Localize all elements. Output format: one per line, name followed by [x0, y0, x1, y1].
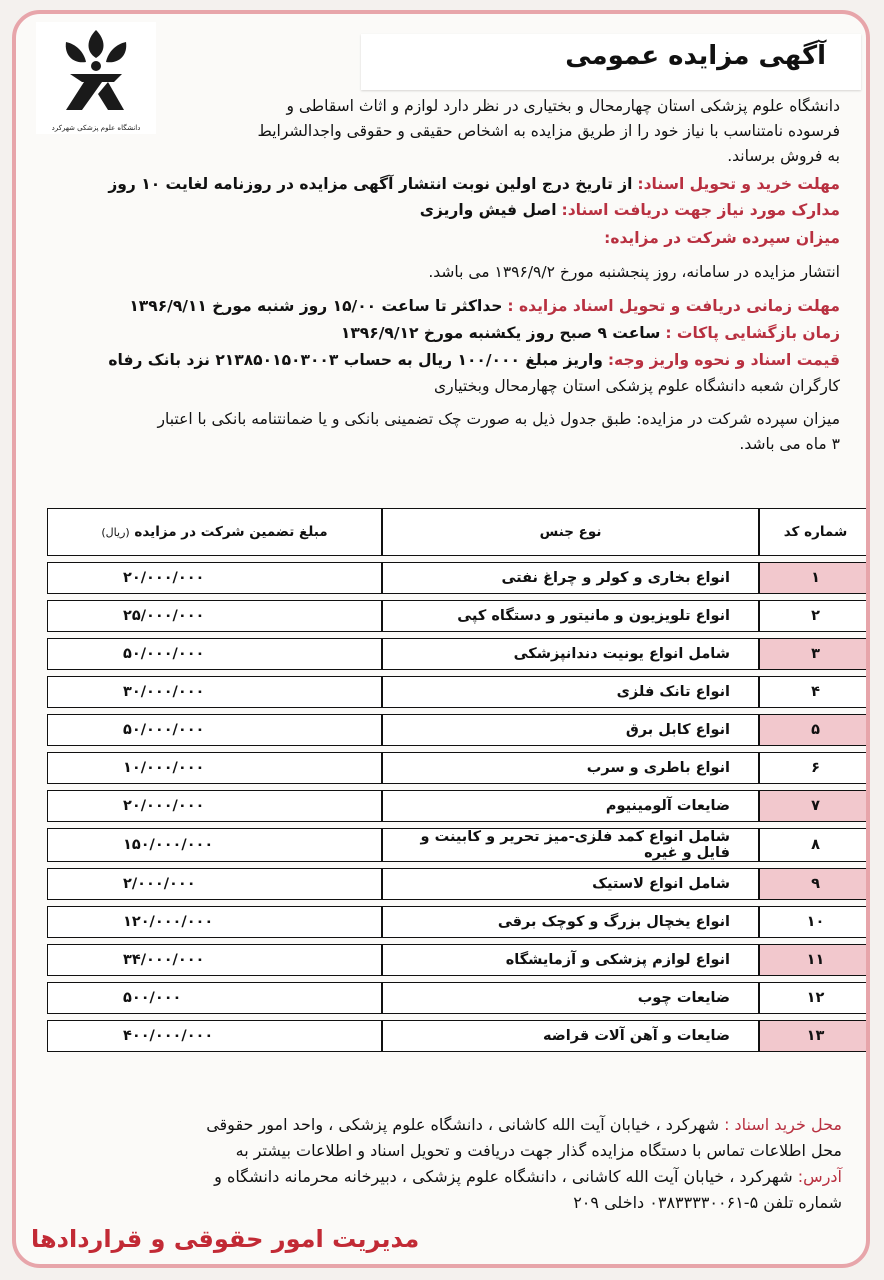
price-text-1: واریز مبلغ ۱۰۰/۰۰۰ ریال به حساب ۲۱۳۸۵۰۱۵۰۳۰۰۳ نزد بانک رفاه [108, 351, 603, 369]
phone-line: شماره تلفن ۵-۰۳۸۳۳۳۳۰۰۶۱ داخلی ۲۰۹ [573, 1193, 842, 1212]
row-amount: ۴۰۰/۰۰۰/۰۰۰ [47, 1020, 382, 1052]
row-code: ۶ [759, 752, 870, 784]
row-amount: ۵۰/۰۰۰/۰۰۰ [47, 638, 382, 670]
address-label: آدرس: [797, 1167, 842, 1186]
purchase-text: از تاریخ درج اولین نوبت انتشار آگهی مزایده در روزنامه لغایت ۱۰ روز [108, 175, 633, 193]
row-code: ۹ [759, 868, 870, 900]
row-amount: ۲۰/۰۰۰/۰۰۰ [47, 790, 382, 822]
opening-time [40, 321, 840, 346]
table-row [47, 714, 870, 746]
row-amount: ۱۵۰/۰۰۰/۰۰۰ [47, 828, 382, 862]
row-type: انواع تلویزیون و مانیتور و دستگاه کپی [382, 600, 759, 632]
row-type: انواع یخچال بزرگ و کوچک برقی [382, 906, 759, 938]
row-amount: ۵۰/۰۰۰/۰۰۰ [47, 714, 382, 746]
row-type: انواع بخاری و کولر و چراغ نفتی [382, 562, 759, 594]
header-amount-label: مبلغ تضمین شرکت در مزایده [134, 524, 328, 540]
table-row [47, 600, 870, 632]
row-code: ۱۲ [759, 982, 870, 1014]
header-code: شماره کد [759, 508, 870, 556]
row-type: شامل انواع یونیت دندانپزشکی [382, 638, 759, 670]
row-amount: ۳۰/۰۰۰/۰۰۰ [47, 676, 382, 708]
required-docs [40, 198, 840, 223]
row-code: ۱۱ [759, 944, 870, 976]
table-header-row [47, 508, 870, 556]
management-signature: مدیریت امور حقوقی و قراردادها [31, 1225, 420, 1253]
row-amount: ۱۲۰/۰۰۰/۰۰۰ [47, 906, 382, 938]
table-row [47, 828, 870, 862]
price-label: قیمت اسناد و نحوه واریز وجه: [607, 351, 840, 369]
deposit-label: میزان سپرده شرکت در مزایده: [604, 229, 840, 247]
row-code: ۱ [759, 562, 870, 594]
row-code: ۳ [759, 638, 870, 670]
row-code: ۲ [759, 600, 870, 632]
row-type: انواع کابل برق [382, 714, 759, 746]
deposit-text-1: میزان سپرده شرکت در مزایده: طبق جدول ذیل به صورت چک تضمینی بانکی و یا ضمانتنامه بانکی با اعتبار [157, 410, 840, 428]
contact-line: محل اطلاعات تماس با دستگاه مزایده گذار جهت دریافت و تحویل اسناد و اطلاعات بیشتر به [235, 1141, 842, 1160]
intro-line-1: دانشگاه علوم پزشکی استان چهارمحال و بختیاری در نظر دارد لوازم و اثاث اسقاطی و [286, 97, 840, 115]
table-row [47, 752, 870, 784]
doc-deadline [40, 294, 840, 319]
table-row [47, 790, 870, 822]
docs-label: مدارک مورد نیاز جهت دریافت اسناد: [561, 201, 840, 219]
row-type: ضایعات و آهن آلات قراضه [382, 1020, 759, 1052]
opening-label: زمان بازگشایی پاکات : [665, 324, 840, 342]
address [22, 1164, 842, 1189]
items-table [47, 502, 870, 1058]
row-code: ۴ [759, 676, 870, 708]
table-row [47, 906, 870, 938]
table-row [47, 1020, 870, 1052]
row-amount: ۲۵/۰۰۰/۰۰۰ [47, 600, 382, 632]
row-code: ۱۳ [759, 1020, 870, 1052]
opening-text: ساعت ۹ صبح روز یکشنبه مورخ ۱۳۹۶/۹/۱۲ [340, 324, 661, 342]
header-type: نوع جنس [382, 508, 759, 556]
deposit-text-2: ۳ ماه می باشد. [739, 435, 840, 453]
deposit-heading [40, 226, 840, 251]
row-amount: ۱۰/۰۰۰/۰۰۰ [47, 752, 382, 784]
table-row [47, 638, 870, 670]
row-amount: ۲۰/۰۰۰/۰۰۰ [47, 562, 382, 594]
purchase-place [22, 1112, 842, 1137]
intro-line-2: فرسوده نامتناسب با نیاز خود را از طریق مزایده به اشخاص حقیقی و حقوقی واجدالشرایط [257, 122, 840, 140]
header-amount-unit: (ریال) [101, 526, 130, 539]
row-type: شامل انواع کمد فلزی-میز تحریر و کابینت و فایل و غیره [382, 828, 759, 862]
address-text: شهرکرد ، خیابان آیت الله کاشانی ، دانشگاه علوم پزشکی ، دبیرخانه محرمانه دانشگاه و [214, 1167, 793, 1186]
row-type: انواع تانک فلزی [382, 676, 759, 708]
price-info [40, 348, 840, 373]
row-type: انواع لوازم پزشکی و آزمایشگاه [382, 944, 759, 976]
logo-caption: دانشگاه علوم پزشکی شهرکرد [51, 124, 141, 132]
docs-text: اصل فیش واریزی [419, 201, 557, 219]
price-text-2: کارگران شعبه دانشگاه علوم پزشکی استان چهارمحال وبختیاری [433, 377, 840, 395]
row-type: شامل انواع لاستیک [382, 868, 759, 900]
row-type: ضایعات آلومینیوم [382, 790, 759, 822]
purchase-deadline [40, 172, 840, 197]
row-type: انواع باطری و سرب [382, 752, 759, 784]
table-row [47, 562, 870, 594]
purchase-place-label: محل خرید اسناد : [724, 1115, 842, 1134]
table-row [47, 676, 870, 708]
header-amount [47, 508, 382, 556]
purchase-place-text: شهرکرد ، خیابان آیت الله کاشانی ، دانشگاه علوم پزشکی ، واحد امور حقوقی [206, 1115, 719, 1134]
publish-date: انتشار مزایده در سامانه، روز پنجشنبه مورخ ۱۳۹۶/۹/۲ می باشد. [428, 263, 840, 281]
row-type: ضایعات چوب [382, 982, 759, 1014]
row-amount: ۳۴/۰۰۰/۰۰۰ [47, 944, 382, 976]
row-amount: ۵۰۰/۰۰۰ [47, 982, 382, 1014]
notice-frame [12, 10, 870, 1268]
intro-line-3: به فروش برساند. [727, 147, 840, 165]
table-row [47, 868, 870, 900]
purchase-label: مهلت خرید و تحویل اسناد: [637, 175, 840, 193]
row-code: ۸ [759, 828, 870, 862]
row-code: ۷ [759, 790, 870, 822]
table-row [47, 944, 870, 976]
row-code: ۵ [759, 714, 870, 746]
table-row [47, 982, 870, 1014]
row-amount: ۲/۰۰۰/۰۰۰ [47, 868, 382, 900]
deadline-text: حداکثر تا ساعت ۱۵/۰۰ روز شنبه مورخ ۱۳۹۶/۹/۱۱ [129, 297, 503, 315]
page-title: آگهی مزایده عمومی [565, 41, 826, 71]
title-box [361, 34, 861, 90]
row-code: ۱۰ [759, 906, 870, 938]
deadline-label: مهلت زمانی دریافت و تحویل اسناد مزایده : [507, 297, 840, 315]
